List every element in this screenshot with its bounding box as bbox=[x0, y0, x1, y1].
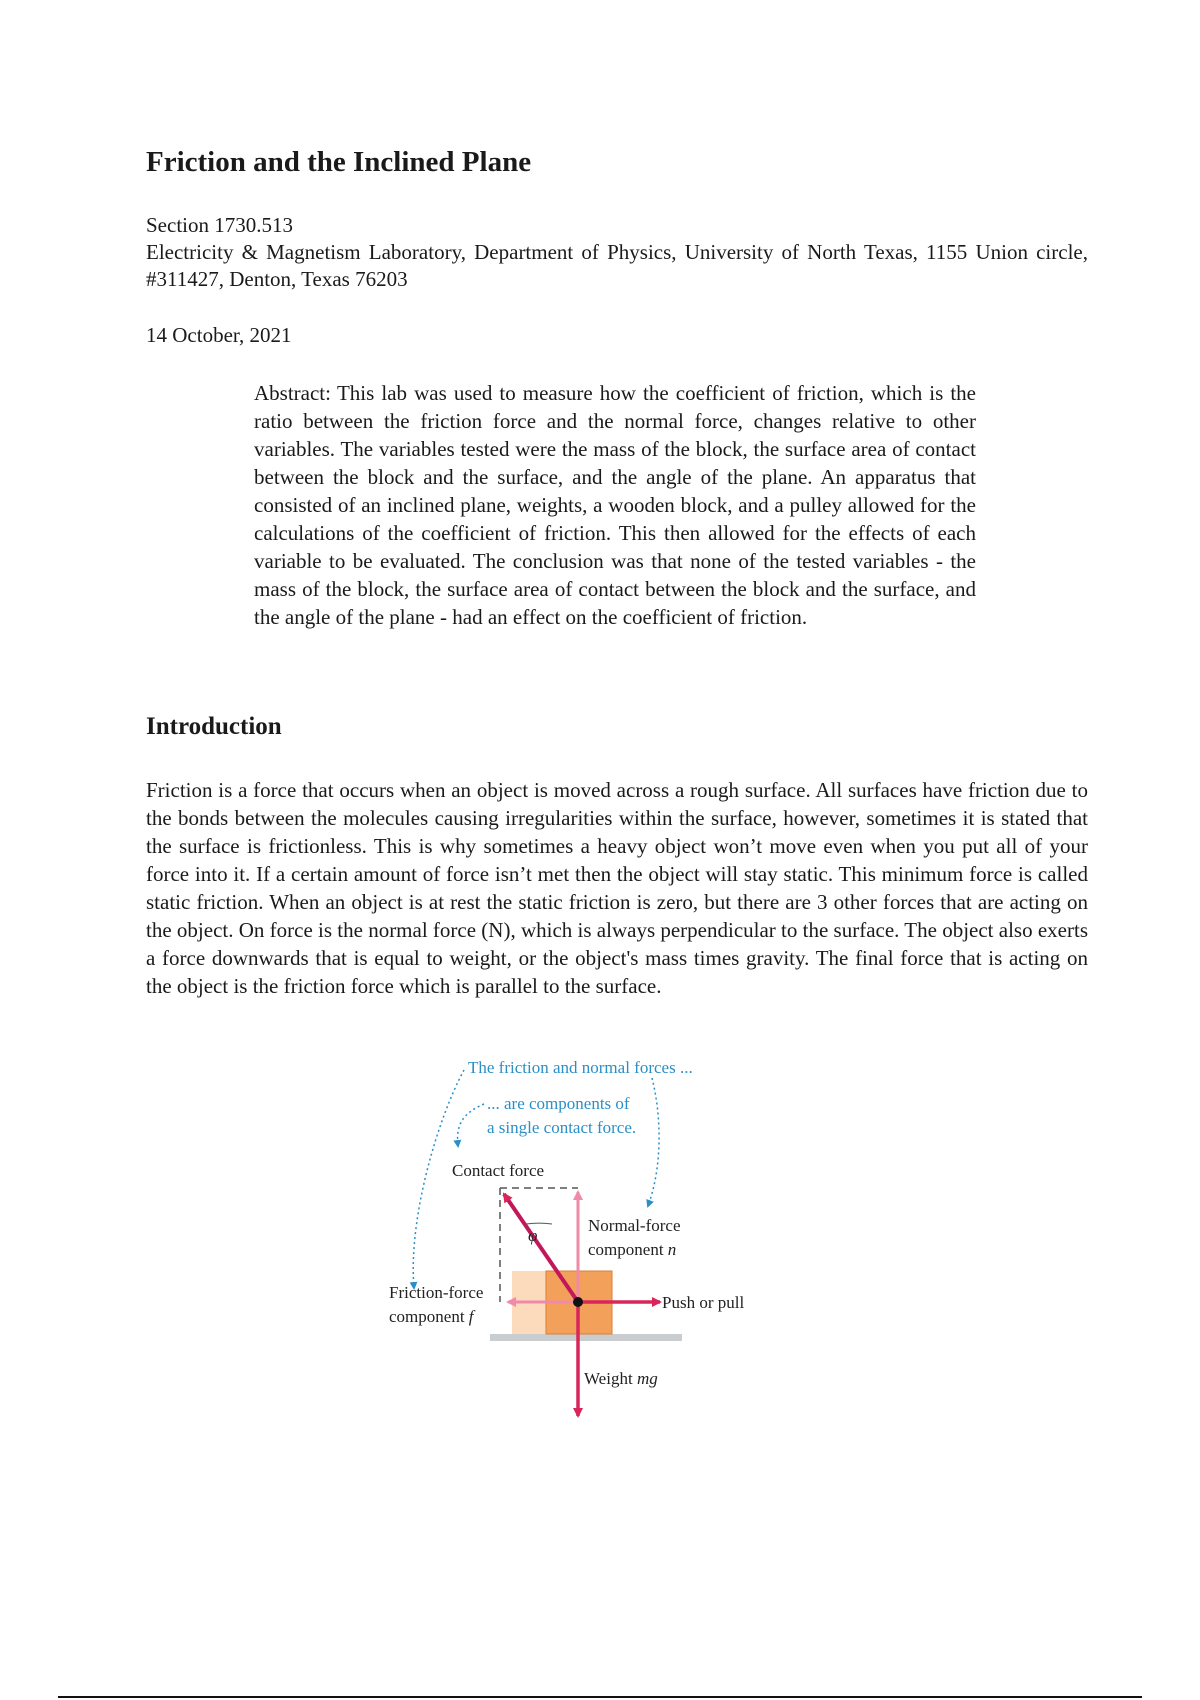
publication-date: 14 October, 2021 bbox=[146, 323, 292, 347]
label-contact-force: Contact force bbox=[452, 1161, 545, 1180]
center-point bbox=[573, 1297, 583, 1307]
section-number: Section 1730.513 bbox=[146, 213, 293, 237]
annotation-arrow-contact bbox=[458, 1104, 484, 1146]
label-friction-line1: Friction-force bbox=[389, 1283, 484, 1302]
angle-symbol: φ bbox=[528, 1226, 538, 1245]
affiliation: Electricity & Magnetism Laboratory, Department of Physics, University of North Texas, 1155 Union circle, #311427, Denton, Texas 76203 bbox=[146, 240, 1088, 291]
abstract bbox=[254, 379, 976, 631]
annotation-components-line2: a single contact force. bbox=[487, 1118, 637, 1137]
annotation-components-line1: ... are components of bbox=[487, 1094, 630, 1113]
force-diagram bbox=[389, 1048, 840, 1428]
surface bbox=[490, 1334, 682, 1341]
annotation-arrow-normal bbox=[648, 1078, 659, 1206]
contact-force-figure bbox=[389, 1048, 840, 1428]
label-normal-line2: component n bbox=[588, 1240, 677, 1259]
introduction-text: Friction is a force that occurs when an object is moved across a rough surface. All surfaces have friction due to the bonds between the molecules causing irregularities within the surface, however, sometimes it is stated that the surface is frictionless. This is why sometimes a heavy object won’t move even when you put all of your force into it. If a certain amount of force isn’t met then the object will stay static. This minimum force is called static friction. When an object is at rest the static friction is zero, but there are 3 other forces that are acting on the object. On force is the normal force (N), which is always perpendicular to the surface. The object also exerts a force downwards that is equal to weight, or the object's mass times gravity. The final force that is acting on the object is the friction force which is parallel to the surface. bbox=[146, 778, 1088, 998]
introduction-heading: Introduction bbox=[146, 713, 282, 740]
label-weight: Weight mg bbox=[584, 1369, 658, 1388]
paper-title: Friction and the Inclined Plane bbox=[146, 146, 532, 178]
abstract-text: This lab was used to measure how the coefficient of friction, which is the ratio between the friction force and the normal force, changes relative to other variables. The variables tested were the mass of the block, the surface area of contact between the block and the surface, and the angle of the plane. An apparatus that consisted of an inclined plane, weights, a wooden block, and a pulley allowed for the calculations of the coefficient of friction. This then allowed for the effects of each variable to be evaluated. The conclusion was that none of the tested variables - the mass of the block, the surface area of contact between the block and the surface, and the angle of the plane - had an effect on the coefficient of friction. bbox=[254, 381, 976, 629]
footer-rule bbox=[58, 1696, 1142, 1698]
label-normal-line1: Normal-force bbox=[588, 1216, 681, 1235]
label-friction-line2: component f bbox=[389, 1307, 474, 1326]
label-push-pull: Push or pull bbox=[662, 1293, 745, 1312]
abstract-label: Abstract: bbox=[254, 381, 331, 405]
angle-arc bbox=[526, 1223, 552, 1224]
annotation-forces: The friction and normal forces ... bbox=[468, 1058, 693, 1077]
